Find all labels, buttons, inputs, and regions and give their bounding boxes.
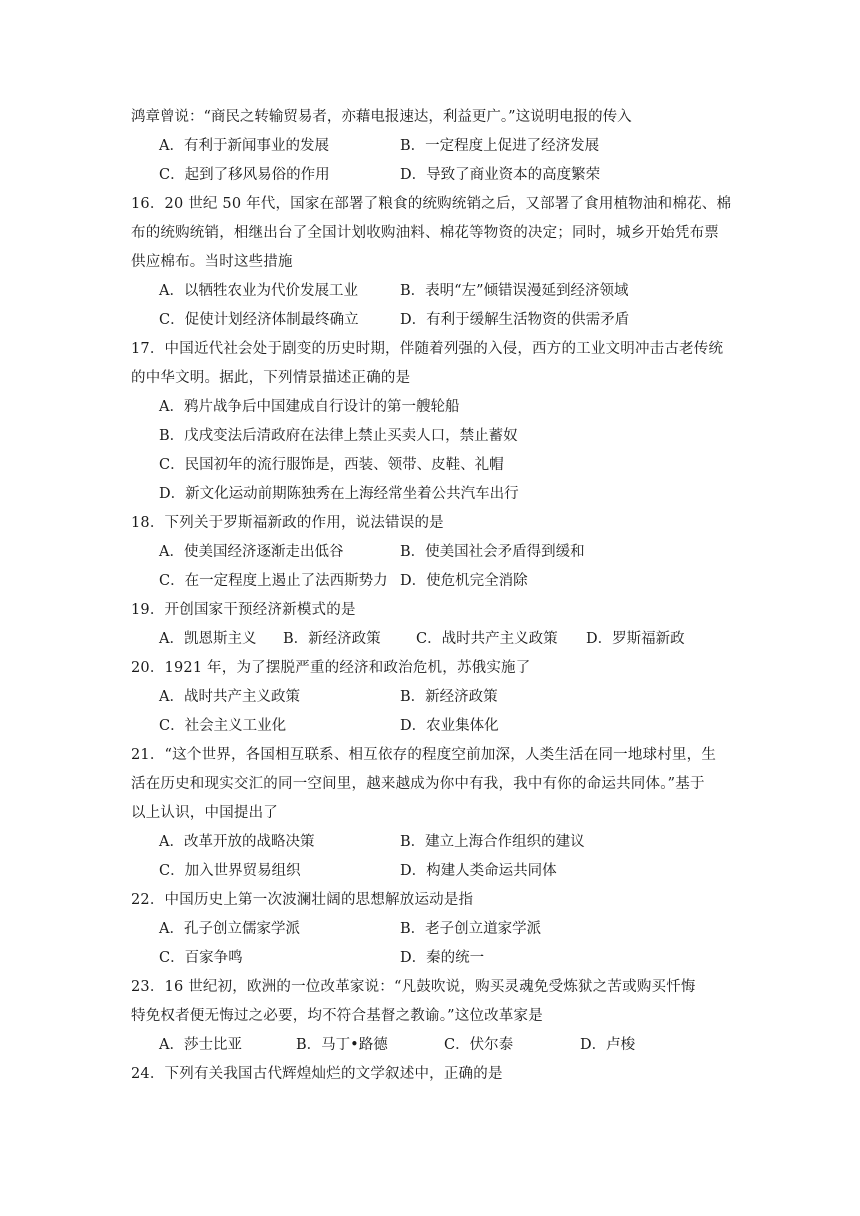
question-20-options-row-2 xyxy=(131,712,731,741)
option-b[interactable]: B．新经济政策 xyxy=(283,631,381,647)
question-19-options xyxy=(131,625,731,654)
question-17-option-row xyxy=(131,480,731,509)
question-15-options-row-2 xyxy=(131,161,731,190)
exam-page xyxy=(131,103,731,1089)
question-21-stem: 活在历史和现实交汇的同一空间里，越来越成为你中有我，我中有你的命运共同体。”基于 xyxy=(131,776,705,792)
option-b[interactable]: B．建立上海合作组织的建议 xyxy=(400,834,585,850)
question-21-options-row-1 xyxy=(131,828,731,857)
question-16-options-row-2 xyxy=(131,306,731,335)
question-22-stem: 22．中国历史上第一次波澜壮阔的思想解放运动是指 xyxy=(131,892,474,908)
option-b[interactable]: B．使美国社会矛盾得到缓和 xyxy=(400,544,585,560)
question-17-option-row xyxy=(131,422,731,451)
question-21-stem: 以上认识，中国提出了 xyxy=(131,805,278,821)
option-d[interactable]: D．导致了商业资本的高度繁荣 xyxy=(400,167,601,183)
option-b[interactable]: B．戊戌变法后清政府在法律上禁止买卖人口，禁止蓄奴 xyxy=(159,428,518,444)
option-c[interactable]: C．促使计划经济体制最终确立 xyxy=(159,312,359,328)
option-a[interactable]: A．凯恩斯主义 xyxy=(159,631,257,647)
question-22-options-row-1 xyxy=(131,915,731,944)
question-18-options-row-1 xyxy=(131,538,731,567)
question-16-stem: 供应棉布。当时这些措施 xyxy=(131,254,293,270)
question-23-options xyxy=(131,1031,731,1060)
option-a[interactable]: A．以牺牲农业为代价发展工业 xyxy=(159,283,358,299)
option-b[interactable]: B．老子创立道家学派 xyxy=(400,921,542,937)
option-d[interactable]: D．罗斯福新政 xyxy=(586,631,685,647)
option-d[interactable]: D．卢梭 xyxy=(580,1037,636,1053)
option-d[interactable]: D．有利于缓解生活物资的供需矛盾 xyxy=(400,312,630,328)
question-18-options-row-2 xyxy=(131,567,731,596)
option-c[interactable]: C．在一定程度上遏止了法西斯势力 xyxy=(159,573,388,589)
option-d[interactable]: D．农业集体化 xyxy=(400,718,499,734)
question-19-stem: 19．开创国家干预经济新模式的是 xyxy=(131,602,356,618)
option-c[interactable]: C．民国初年的流行服饰是，西装、领带、皮鞋、礼帽 xyxy=(159,457,504,473)
option-a[interactable]: A．鸦片战争后中国建成自行设计的第一艘轮船 xyxy=(159,399,460,415)
question-15-options-row-1 xyxy=(131,132,731,161)
option-c[interactable]: C．加入世界贸易组织 xyxy=(159,863,301,879)
option-b[interactable]: B．表明“左”倾错误漫延到经济领域 xyxy=(400,283,629,299)
option-c[interactable]: C．百家争鸣 xyxy=(159,950,243,966)
question-20-stem: 20．1921 年，为了摆脱严重的经济和政治危机，苏俄实施了 xyxy=(131,660,531,676)
question-16-stem: 16．20 世纪 50 年代，国家在部署了粮食的统购统销之后，又部署了食用植物油和棉花、棉 xyxy=(131,196,732,212)
option-c[interactable]: C．战时共产主义政策 xyxy=(416,631,558,647)
option-c[interactable]: C．伏尔泰 xyxy=(444,1037,514,1053)
option-a[interactable]: A．莎士比亚 xyxy=(159,1037,242,1053)
option-c[interactable]: C．起到了移风易俗的作用 xyxy=(159,167,330,183)
question-17-option-row xyxy=(131,393,731,422)
option-d[interactable]: D．秦的统一 xyxy=(400,950,485,966)
question-16-options-row-1 xyxy=(131,277,731,306)
question-22-options-row-2 xyxy=(131,944,731,973)
option-a[interactable]: A．改革开放的战略决策 xyxy=(159,834,315,850)
question-23-stem: 23．16 世纪初，欧洲的一位改革家说：“凡鼓吹说，购买灵魂免受炼狱之苦或购买忏悔 xyxy=(131,979,696,995)
question-17-stem: 的中华文明。据此，下列情景描述正确的是 xyxy=(131,370,411,386)
option-a[interactable]: A．孔子创立儒家学派 xyxy=(159,921,300,937)
question-23-stem: 特免权者便无悔过之必要，均不符合基督之教谕。”这位改革家是 xyxy=(131,1008,543,1024)
option-a[interactable]: A．有利于新闻事业的发展 xyxy=(159,138,329,154)
question-15-stem-tail: 鸿章曾说：“商民之转输贸易者，亦藉电报速达，利益更广。”这说明电报的传入 xyxy=(131,109,632,125)
option-d[interactable]: D．新文化运动前期陈独秀在上海经常坐着公共汽车出行 xyxy=(159,486,519,502)
option-a[interactable]: A．使美国经济逐渐走出低谷 xyxy=(159,544,344,560)
question-17-stem: 17．中国近代社会处于剧变的历史时期，伴随着列强的入侵，西方的工业文明冲击古老传统 xyxy=(131,341,724,357)
option-a[interactable]: A．战时共产主义政策 xyxy=(159,689,300,705)
option-b[interactable]: B．一定程度上促进了经济发展 xyxy=(400,138,600,154)
question-21-options-row-2 xyxy=(131,857,731,886)
question-17-option-row xyxy=(131,451,731,480)
question-21-stem: 21．“这个世界，各国相互联系、相互依存的程度空前加深，人类生活在同一地球村里，生 xyxy=(131,747,717,763)
question-24-stem: 24．下列有关我国古代辉煌灿烂的文学叙述中，正确的是 xyxy=(131,1066,503,1082)
question-16-stem: 布的统购统销，相继出台了全国计划收购油料、棉花等物资的决定；同时，城乡开始凭布票 xyxy=(131,225,719,241)
option-b[interactable]: B．新经济政策 xyxy=(400,689,498,705)
question-20-options-row-1 xyxy=(131,683,731,712)
option-d[interactable]: D．使危机完全消除 xyxy=(400,573,528,589)
option-b[interactable]: B．马丁•路德 xyxy=(296,1037,388,1053)
option-c[interactable]: C．社会主义工业化 xyxy=(159,718,287,734)
question-18-stem: 18．下列关于罗斯福新政的作用，说法错误的是 xyxy=(131,515,444,531)
option-d[interactable]: D．构建人类命运共同体 xyxy=(400,863,557,879)
